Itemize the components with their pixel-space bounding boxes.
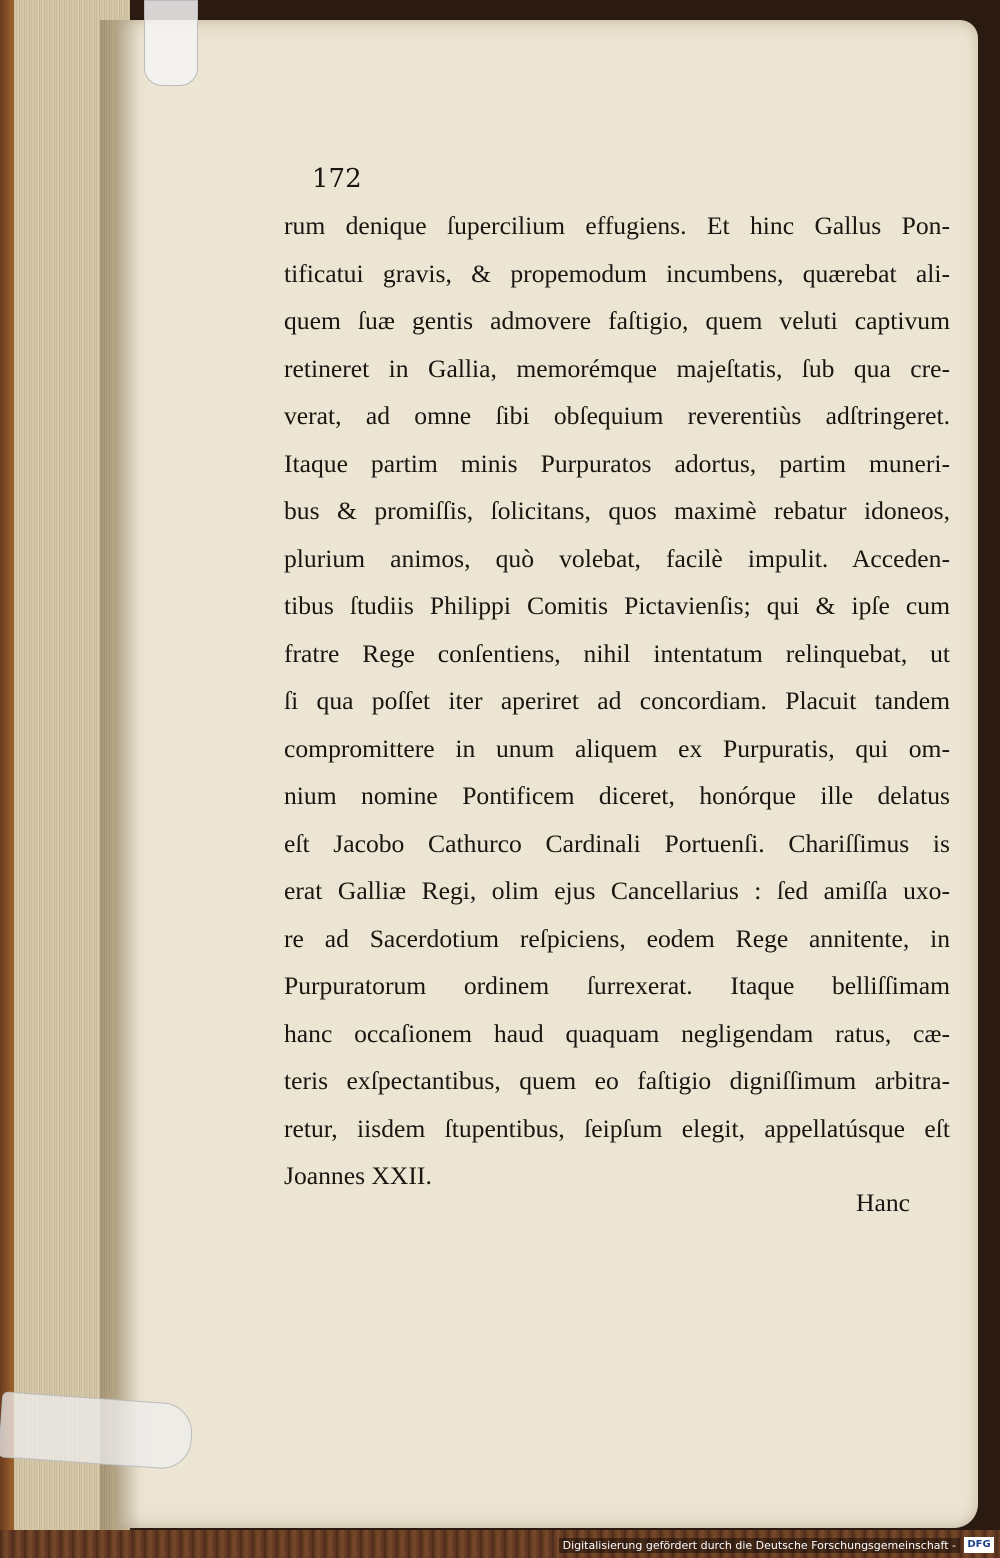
text-line: tibus ſtudiis Philippi Comitis Pictavienſis; qui & ipſe cum	[284, 591, 950, 620]
page-clip-bottom	[0, 1391, 194, 1470]
text-line: ſi qua poſſet iter aperiret ad concordiam. Placuit tandem	[284, 686, 950, 715]
text-line: Itaque partim minis Purpuratos adortus, partim muneri-	[284, 448, 950, 478]
text-line: rum denique ſupercilium effugiens. Et hinc Gallus Pon-	[284, 211, 950, 240]
text-line: Joannes XXII.	[284, 1161, 432, 1190]
text-line: fratre Rege conſentiens, nihil intentatum relinquebat, ut	[284, 638, 950, 668]
text-line: teris exſpectantibus, quem eo faſtigio digniſſimum arbitra-	[284, 1066, 950, 1095]
text-line: nium nomine Pontificem diceret, honórque ille delatus	[284, 781, 950, 810]
text-line: plurium animos, quò volebat, facilè impulit. Acceden-	[284, 543, 950, 573]
body-text	[284, 202, 950, 1200]
page-number: 172	[312, 164, 362, 194]
text-line: re ad Sacerdotium reſpiciens, eodem Rege annitente, in	[284, 923, 950, 953]
text-line: Purpuratorum ordinem ſurrexerat. Itaque belliſſimam	[284, 971, 950, 1000]
dfg-logo: DFG	[964, 1537, 994, 1553]
page-clip-top	[144, 0, 198, 86]
catchword: Hanc	[856, 1188, 910, 1217]
text-line: erat Galliæ Regi, olim ejus Cancellarius : ſed amiſſa uxo-	[284, 876, 950, 905]
text-line: quem ſuæ gentis admovere faſtigio, quem veluti captivum	[284, 306, 950, 335]
text-line: retur, iisdem ſtupentibus, ſeipſum elegit, appellatúsque eſt	[284, 1113, 950, 1143]
text-line: verat, ad omne ſibi obſequium reverentiùs adſtringeret.	[284, 401, 950, 430]
text-line: eſt Jacobo Cathurco Cardinali Portuenſi. Chariſſimus is	[284, 828, 950, 858]
text-line: retineret in Gallia, memorémque majeſtatis, ſub qua cre-	[284, 353, 950, 383]
text-line: tificatui gravis, & propemodum incumbens, quærebat ali-	[284, 258, 950, 288]
text-line: bus & promiſſis, ſolicitans, quos maximè rebatur idoneos,	[284, 496, 950, 525]
digitization-credit: Digitalisierung gefördert durch die Deutsche Forschungsgemeinschaft -	[559, 1538, 960, 1553]
text-line: hanc occaſionem haud quaquam negligendam ratus, cæ-	[284, 1018, 950, 1048]
text-line: compromittere in unum aliquem ex Purpuratis, qui om-	[284, 733, 950, 763]
gutter-shadow	[100, 20, 140, 1530]
